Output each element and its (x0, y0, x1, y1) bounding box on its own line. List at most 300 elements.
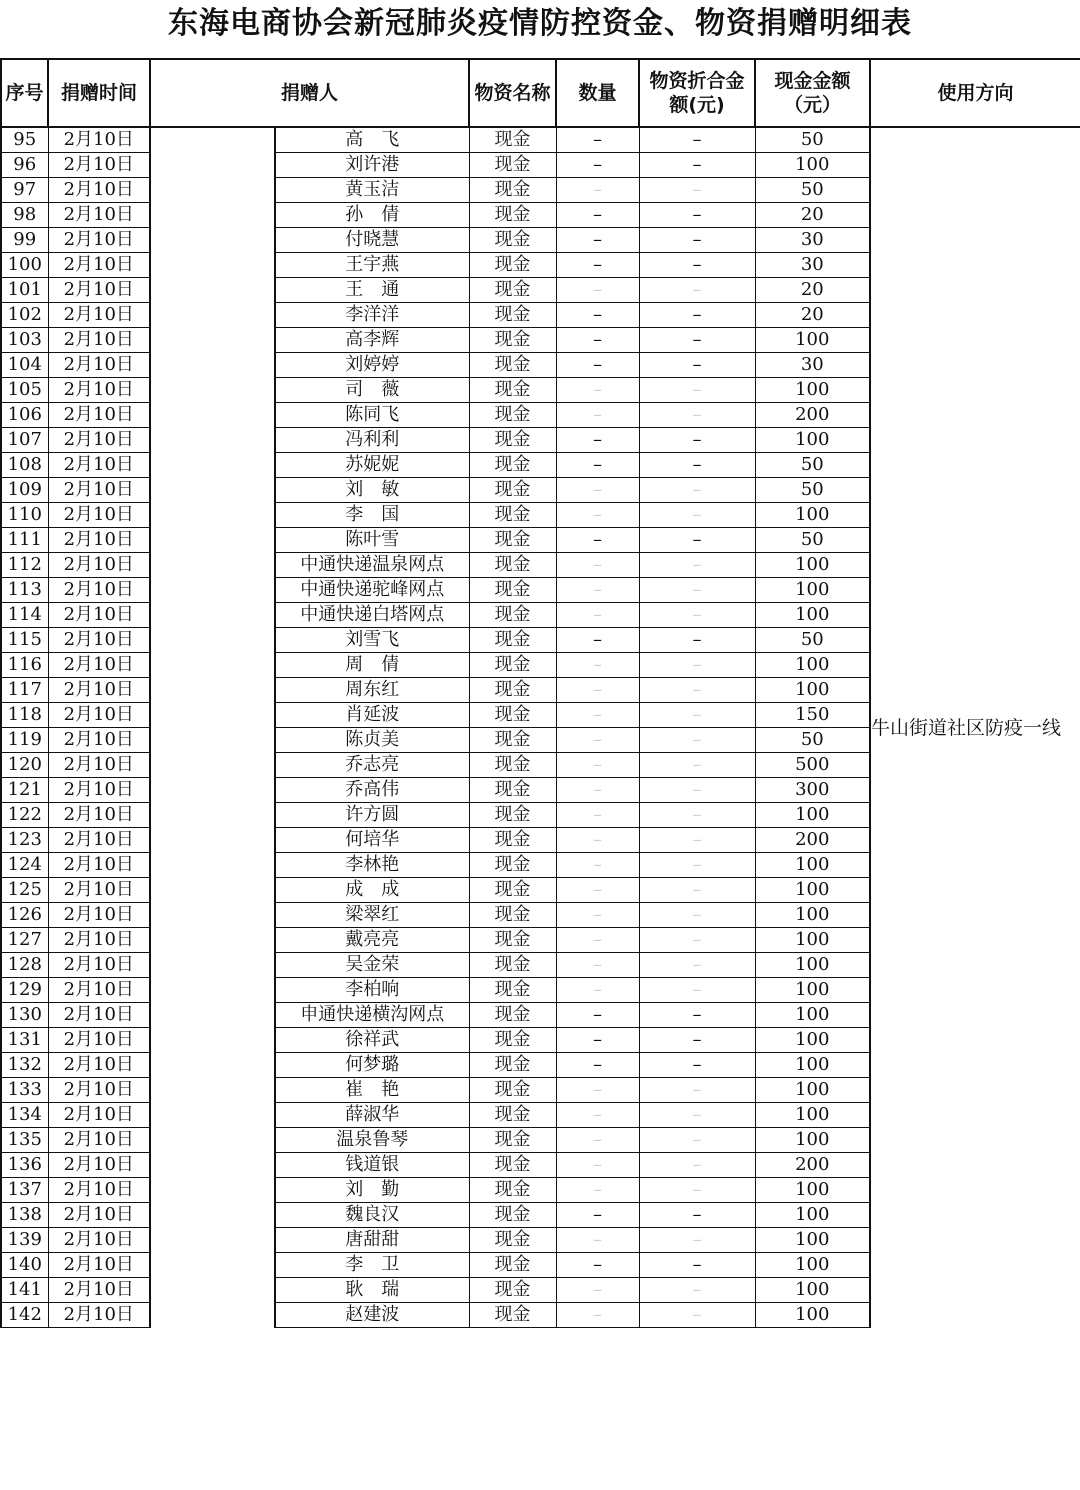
item-cell: 现金 (469, 1203, 556, 1228)
donor-cell: 乔高伟 (275, 778, 469, 803)
item-cell: 现金 (469, 728, 556, 753)
seq-cell: 134 (1, 1103, 48, 1128)
header-goods-value: 物资折合金额(元) (639, 59, 755, 127)
item-cell: 现金 (469, 653, 556, 678)
donor-cell: 乔志亮 (275, 753, 469, 778)
header-seq: 序号 (1, 59, 48, 127)
seq-cell: 110 (1, 503, 48, 528)
goods-value-cell: – (639, 1178, 755, 1203)
seq-cell: 96 (1, 153, 48, 178)
seq-cell: 124 (1, 853, 48, 878)
blank-cell (150, 328, 275, 353)
item-cell: 现金 (469, 328, 556, 353)
qty-cell: – (556, 1278, 639, 1303)
date-cell: 2月10日 (48, 1103, 150, 1128)
qty-cell: – (556, 653, 639, 678)
goods-value-cell: – (639, 503, 755, 528)
goods-value-cell: – (639, 1303, 755, 1328)
goods-value-cell: – (639, 153, 755, 178)
item-cell: 现金 (469, 403, 556, 428)
item-cell: 现金 (469, 127, 556, 153)
date-cell: 2月10日 (48, 1053, 150, 1078)
seq-cell: 130 (1, 1003, 48, 1028)
item-cell: 现金 (469, 503, 556, 528)
item-cell: 现金 (469, 1103, 556, 1128)
cash-amount-cell: 100 (755, 903, 870, 928)
item-cell: 现金 (469, 853, 556, 878)
blank-cell (150, 203, 275, 228)
donor-cell: 中通快递温泉网点 (275, 553, 469, 578)
date-cell: 2月10日 (48, 778, 150, 803)
blank-cell (150, 153, 275, 178)
blank-cell (150, 653, 275, 678)
qty-cell: – (556, 903, 639, 928)
goods-value-cell: – (639, 578, 755, 603)
goods-value-cell: – (639, 553, 755, 578)
seq-cell: 132 (1, 1053, 48, 1078)
donor-cell: 申通快递横沟网点 (275, 1003, 469, 1028)
qty-cell: – (556, 678, 639, 703)
blank-cell (150, 953, 275, 978)
date-cell: 2月10日 (48, 1253, 150, 1278)
item-cell: 现金 (469, 778, 556, 803)
header-donor: 捐赠人 (150, 59, 469, 127)
qty-cell: – (556, 428, 639, 453)
cash-amount-cell: 100 (755, 653, 870, 678)
cash-amount-cell: 100 (755, 1303, 870, 1328)
cash-amount-cell: 50 (755, 628, 870, 653)
blank-cell (150, 178, 275, 203)
date-cell: 2月10日 (48, 328, 150, 353)
cash-amount-cell: 100 (755, 428, 870, 453)
donor-cell: 司 薇 (275, 378, 469, 403)
blank-cell (150, 1203, 275, 1228)
blank-cell (150, 728, 275, 753)
donor-cell: 李林艳 (275, 853, 469, 878)
donor-cell: 唐甜甜 (275, 1228, 469, 1253)
date-cell: 2月10日 (48, 228, 150, 253)
qty-cell: – (556, 353, 639, 378)
date-cell: 2月10日 (48, 753, 150, 778)
date-cell: 2月10日 (48, 978, 150, 1003)
cash-amount-cell: 50 (755, 728, 870, 753)
cash-amount-cell: 20 (755, 278, 870, 303)
donor-cell: 李 国 (275, 503, 469, 528)
qty-cell: – (556, 1053, 639, 1078)
date-cell: 2月10日 (48, 678, 150, 703)
goods-value-cell: – (639, 828, 755, 853)
goods-value-cell: – (639, 703, 755, 728)
cash-amount-cell: 100 (755, 853, 870, 878)
blank-cell (150, 1303, 275, 1328)
blank-cell (150, 853, 275, 878)
cash-amount-cell: 150 (755, 703, 870, 728)
usage-cell: 牛山街道社区防疫一线 (871, 716, 1062, 739)
date-cell: 2月10日 (48, 953, 150, 978)
donor-cell: 崔 艳 (275, 1078, 469, 1103)
qty-cell: – (556, 753, 639, 778)
date-cell: 2月10日 (48, 1178, 150, 1203)
blank-cell (150, 253, 275, 278)
blank-cell (150, 778, 275, 803)
cash-amount-cell: 100 (755, 1078, 870, 1103)
item-cell: 现金 (469, 1028, 556, 1053)
blank-cell (150, 978, 275, 1003)
donor-cell: 刘许港 (275, 153, 469, 178)
item-cell: 现金 (469, 478, 556, 503)
item-cell: 现金 (469, 1278, 556, 1303)
item-cell: 现金 (469, 228, 556, 253)
seq-cell: 109 (1, 478, 48, 503)
date-cell: 2月10日 (48, 628, 150, 653)
qty-cell: – (556, 453, 639, 478)
cash-amount-cell: 500 (755, 753, 870, 778)
qty-cell: – (556, 503, 639, 528)
donor-cell: 魏良汉 (275, 1203, 469, 1228)
donor-cell: 耿 瑞 (275, 1278, 469, 1303)
seq-cell: 133 (1, 1078, 48, 1103)
seq-cell: 141 (1, 1278, 48, 1303)
donor-cell: 梁翠红 (275, 903, 469, 928)
goods-value-cell: – (639, 1228, 755, 1253)
blank-cell (150, 1153, 275, 1178)
goods-value-cell: – (639, 228, 755, 253)
cash-amount-cell: 100 (755, 803, 870, 828)
cash-amount-cell: 100 (755, 1278, 870, 1303)
cash-amount-cell: 100 (755, 553, 870, 578)
date-cell: 2月10日 (48, 253, 150, 278)
item-cell: 现金 (469, 1178, 556, 1203)
seq-cell: 131 (1, 1028, 48, 1053)
goods-value-cell: – (639, 628, 755, 653)
seq-cell: 101 (1, 278, 48, 303)
table-row (1, 127, 1080, 153)
qty-cell: – (556, 803, 639, 828)
donor-cell: 高 飞 (275, 127, 469, 153)
goods-value-cell: – (639, 778, 755, 803)
cash-amount-cell: 100 (755, 678, 870, 703)
goods-value-cell: – (639, 653, 755, 678)
seq-cell: 136 (1, 1153, 48, 1178)
goods-value-cell: – (639, 353, 755, 378)
item-cell: 现金 (469, 1128, 556, 1153)
donor-cell: 戴亮亮 (275, 928, 469, 953)
goods-value-cell: – (639, 528, 755, 553)
date-cell: 2月10日 (48, 1128, 150, 1153)
date-cell: 2月10日 (48, 278, 150, 303)
header-item: 物资名称 (469, 59, 556, 127)
qty-cell: – (556, 478, 639, 503)
cash-amount-cell: 100 (755, 1003, 870, 1028)
date-cell: 2月10日 (48, 578, 150, 603)
seq-cell: 100 (1, 253, 48, 278)
qty-cell: – (556, 228, 639, 253)
date-cell: 2月10日 (48, 153, 150, 178)
qty-cell: – (556, 278, 639, 303)
seq-cell: 107 (1, 428, 48, 453)
date-cell: 2月10日 (48, 653, 150, 678)
cash-amount-cell: 30 (755, 228, 870, 253)
blank-cell (150, 1003, 275, 1028)
date-cell: 2月10日 (48, 1003, 150, 1028)
blank-cell (150, 353, 275, 378)
qty-cell: – (556, 728, 639, 753)
seq-cell: 95 (1, 127, 48, 153)
item-cell: 现金 (469, 603, 556, 628)
qty-cell: – (556, 328, 639, 353)
cash-amount-cell: 100 (755, 328, 870, 353)
date-cell: 2月10日 (48, 603, 150, 628)
item-cell: 现金 (469, 1003, 556, 1028)
cash-amount-cell: 100 (755, 378, 870, 403)
qty-cell: – (556, 1153, 639, 1178)
seq-cell: 117 (1, 678, 48, 703)
goods-value-cell: – (639, 1103, 755, 1128)
blank-cell (150, 1053, 275, 1078)
seq-cell: 125 (1, 878, 48, 903)
donor-cell: 付晓慧 (275, 228, 469, 253)
goods-value-cell: – (639, 928, 755, 953)
item-cell: 现金 (469, 1303, 556, 1328)
blank-cell (150, 278, 275, 303)
goods-value-cell: – (639, 953, 755, 978)
goods-value-cell: – (639, 428, 755, 453)
blank-cell (150, 428, 275, 453)
cash-amount-cell: 300 (755, 778, 870, 803)
date-cell: 2月10日 (48, 553, 150, 578)
seq-cell: 135 (1, 1128, 48, 1153)
qty-cell: – (556, 1253, 639, 1278)
blank-cell (150, 753, 275, 778)
blank-cell (150, 303, 275, 328)
cash-amount-cell: 100 (755, 953, 870, 978)
seq-cell: 123 (1, 828, 48, 853)
seq-cell: 104 (1, 353, 48, 378)
item-cell: 现金 (469, 628, 556, 653)
goods-value-cell: – (639, 303, 755, 328)
item-cell: 现金 (469, 803, 556, 828)
blank-cell (150, 1128, 275, 1153)
header-date: 捐赠时间 (48, 59, 150, 127)
seq-cell: 108 (1, 453, 48, 478)
blank-cell (150, 1103, 275, 1128)
goods-value-cell: – (639, 853, 755, 878)
goods-value-cell: – (639, 903, 755, 928)
qty-cell: – (556, 303, 639, 328)
blank-cell (150, 1078, 275, 1103)
goods-value-cell: – (639, 728, 755, 753)
qty-cell: – (556, 1028, 639, 1053)
date-cell: 2月10日 (48, 928, 150, 953)
item-cell: 现金 (469, 703, 556, 728)
donor-cell: 徐祥武 (275, 1028, 469, 1053)
donor-cell: 孙 倩 (275, 203, 469, 228)
seq-cell: 142 (1, 1303, 48, 1328)
item-cell: 现金 (469, 378, 556, 403)
goods-value-cell: – (639, 753, 755, 778)
qty-cell: – (556, 127, 639, 153)
cash-amount-cell: 100 (755, 978, 870, 1003)
donor-cell: 黄玉洁 (275, 178, 469, 203)
item-cell: 现金 (469, 303, 556, 328)
goods-value-cell: – (639, 978, 755, 1003)
cash-amount-cell: 200 (755, 403, 870, 428)
item-cell: 现金 (469, 578, 556, 603)
donor-cell: 中通快递白塔网点 (275, 603, 469, 628)
donor-cell: 薛淑华 (275, 1103, 469, 1128)
donor-cell: 许方圆 (275, 803, 469, 828)
item-cell: 现金 (469, 528, 556, 553)
qty-cell: – (556, 578, 639, 603)
qty-cell: – (556, 403, 639, 428)
date-cell: 2月10日 (48, 503, 150, 528)
seq-cell: 126 (1, 903, 48, 928)
blank-cell (150, 478, 275, 503)
header-row (1, 59, 1080, 127)
item-cell: 现金 (469, 278, 556, 303)
donor-cell: 肖延波 (275, 703, 469, 728)
blank-cell (150, 378, 275, 403)
date-cell: 2月10日 (48, 1078, 150, 1103)
seq-cell: 99 (1, 228, 48, 253)
goods-value-cell: – (639, 127, 755, 153)
item-cell: 现金 (469, 1053, 556, 1078)
cash-amount-cell: 100 (755, 1253, 870, 1278)
goods-value-cell: – (639, 378, 755, 403)
page-title: 东海电商协会新冠肺炎疫情防控资金、物资捐赠明细表 (168, 6, 912, 41)
donor-cell: 刘婷婷 (275, 353, 469, 378)
seq-cell: 105 (1, 378, 48, 403)
date-cell: 2月10日 (48, 203, 150, 228)
goods-value-cell: – (639, 1078, 755, 1103)
qty-cell: – (556, 878, 639, 903)
qty-cell: – (556, 203, 639, 228)
qty-cell: – (556, 1078, 639, 1103)
donor-cell: 吴金荣 (275, 953, 469, 978)
date-cell: 2月10日 (48, 1028, 150, 1053)
goods-value-cell: – (639, 1153, 755, 1178)
goods-value-cell: – (639, 203, 755, 228)
goods-value-cell: – (639, 1003, 755, 1028)
item-cell: 现金 (469, 1153, 556, 1178)
qty-cell: – (556, 1178, 639, 1203)
donor-cell: 何培华 (275, 828, 469, 853)
donor-cell: 苏妮妮 (275, 453, 469, 478)
blank-cell (150, 403, 275, 428)
date-cell: 2月10日 (48, 853, 150, 878)
item-cell: 现金 (469, 878, 556, 903)
goods-value-cell: – (639, 1278, 755, 1303)
goods-value-cell: – (639, 1203, 755, 1228)
goods-value-cell: – (639, 453, 755, 478)
date-cell: 2月10日 (48, 1153, 150, 1178)
date-cell: 2月10日 (48, 1203, 150, 1228)
donor-cell: 刘雪飞 (275, 628, 469, 653)
blank-cell (150, 803, 275, 828)
qty-cell: – (556, 1103, 639, 1128)
item-cell: 现金 (469, 828, 556, 853)
qty-cell: – (556, 253, 639, 278)
date-cell: 2月10日 (48, 127, 150, 153)
goods-value-cell: – (639, 878, 755, 903)
qty-cell: – (556, 153, 639, 178)
cash-amount-cell: 30 (755, 253, 870, 278)
blank-cell (150, 678, 275, 703)
cash-amount-cell: 100 (755, 153, 870, 178)
qty-cell: – (556, 178, 639, 203)
donor-cell: 李洋洋 (275, 303, 469, 328)
blank-cell (150, 1278, 275, 1303)
seq-cell: 127 (1, 928, 48, 953)
donor-cell: 李 卫 (275, 1253, 469, 1278)
cash-amount-cell: 100 (755, 1178, 870, 1203)
donor-cell: 赵建波 (275, 1303, 469, 1328)
item-cell: 现金 (469, 953, 556, 978)
seq-cell: 113 (1, 578, 48, 603)
donor-cell: 中通快递驼峰网点 (275, 578, 469, 603)
cash-amount-cell: 100 (755, 1053, 870, 1078)
donor-cell: 李柏响 (275, 978, 469, 1003)
date-cell: 2月10日 (48, 428, 150, 453)
goods-value-cell: – (639, 178, 755, 203)
blank-cell (150, 828, 275, 853)
donor-cell: 周东红 (275, 678, 469, 703)
cash-amount-cell: 100 (755, 1103, 870, 1128)
goods-value-cell: – (639, 478, 755, 503)
date-cell: 2月10日 (48, 703, 150, 728)
qty-cell: – (556, 953, 639, 978)
qty-cell: – (556, 1303, 639, 1328)
goods-value-cell: – (639, 678, 755, 703)
donor-cell: 钱道银 (275, 1153, 469, 1178)
qty-cell: – (556, 1203, 639, 1228)
date-cell: 2月10日 (48, 303, 150, 328)
cash-amount-cell: 20 (755, 303, 870, 328)
date-cell: 2月10日 (48, 178, 150, 203)
item-cell: 现金 (469, 353, 556, 378)
donation-table (0, 58, 1080, 1328)
qty-cell: – (556, 928, 639, 953)
seq-cell: 114 (1, 603, 48, 628)
cash-amount-cell: 100 (755, 1203, 870, 1228)
donor-cell: 刘 勤 (275, 1178, 469, 1203)
goods-value-cell: – (639, 603, 755, 628)
date-cell: 2月10日 (48, 803, 150, 828)
date-cell: 2月10日 (48, 828, 150, 853)
donor-cell: 陈贞美 (275, 728, 469, 753)
goods-value-cell: – (639, 1253, 755, 1278)
cash-amount-cell: 200 (755, 828, 870, 853)
cash-amount-cell: 50 (755, 528, 870, 553)
blank-cell (150, 503, 275, 528)
seq-cell: 129 (1, 978, 48, 1003)
item-cell: 现金 (469, 153, 556, 178)
date-cell: 2月10日 (48, 378, 150, 403)
blank-cell (150, 703, 275, 728)
seq-cell: 115 (1, 628, 48, 653)
cash-amount-cell: 50 (755, 453, 870, 478)
donor-cell: 成 成 (275, 878, 469, 903)
qty-cell: – (556, 528, 639, 553)
seq-cell: 122 (1, 803, 48, 828)
qty-cell: – (556, 703, 639, 728)
blank-cell (150, 628, 275, 653)
donor-cell: 陈叶雪 (275, 528, 469, 553)
blank-cell (150, 878, 275, 903)
cash-amount-cell: 50 (755, 178, 870, 203)
seq-cell: 120 (1, 753, 48, 778)
qty-cell: – (556, 1128, 639, 1153)
